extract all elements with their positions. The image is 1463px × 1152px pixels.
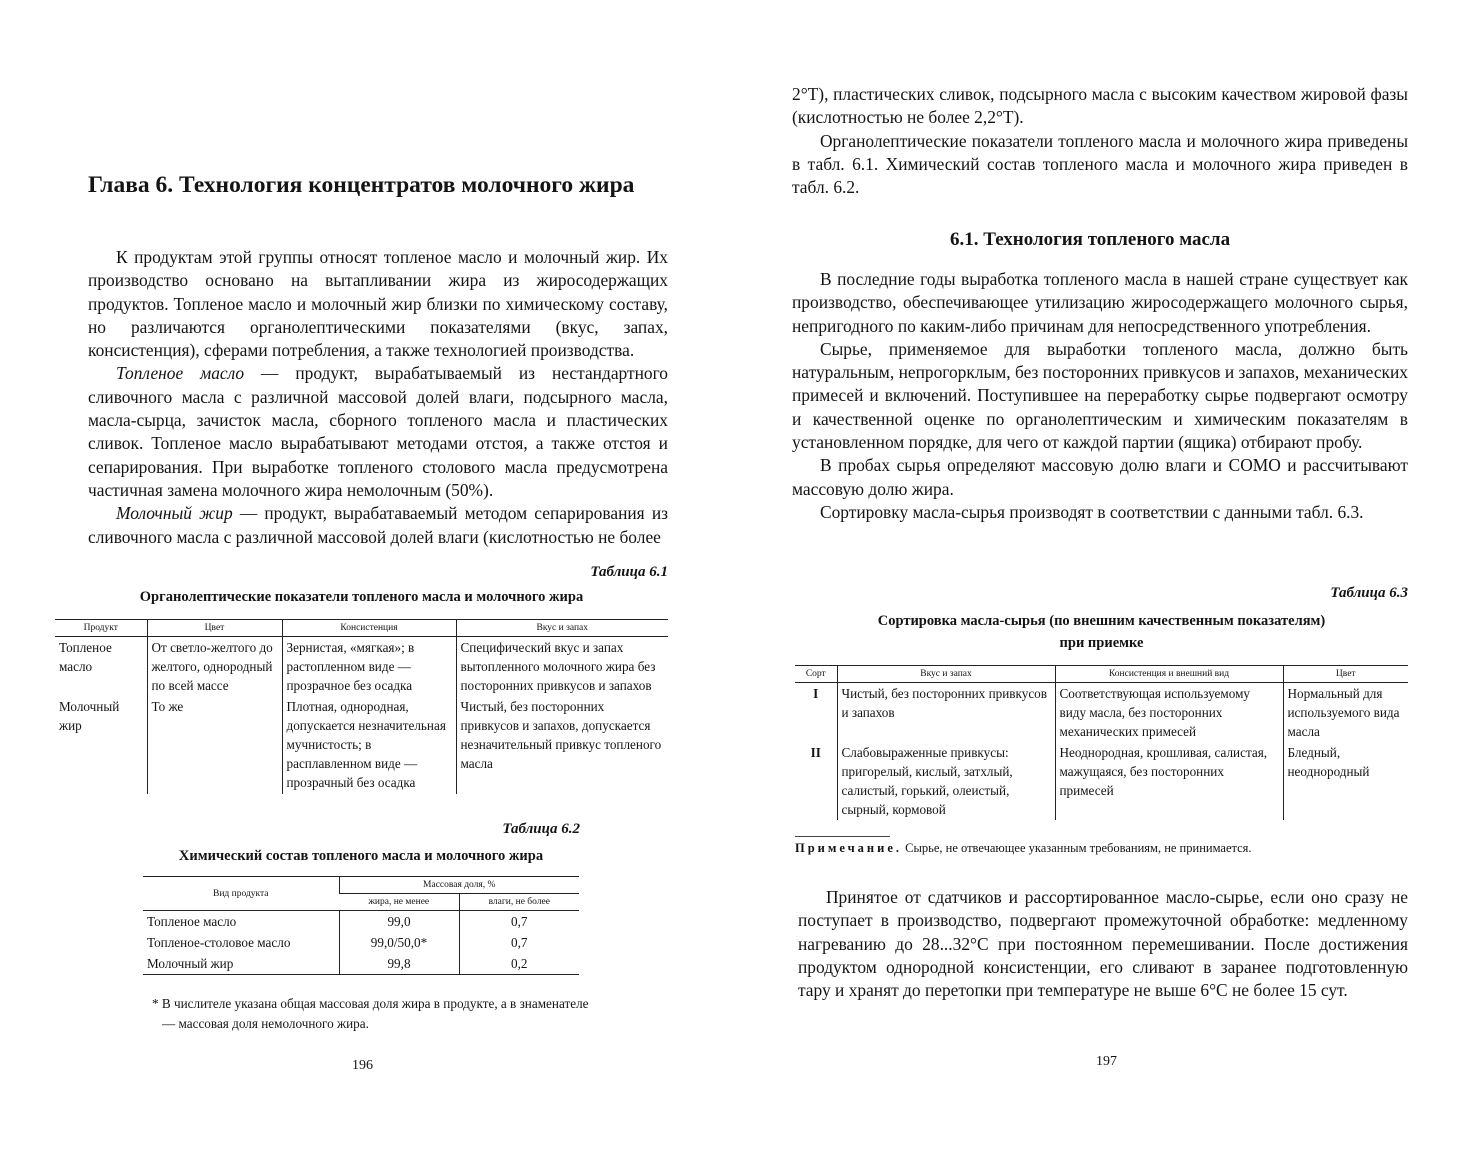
table-6-1: [55, 619, 668, 794]
definition-paragraph-1: [88, 362, 668, 502]
table-6-2: [143, 876, 579, 975]
table-cell: Топленое-столовое масло: [147, 935, 291, 950]
table-6-3-title-line-2: при приемке: [1059, 635, 1144, 651]
table-6-2-label: Таблица 6.2: [502, 821, 580, 837]
table-header-cell: влаги, не более: [459, 894, 579, 911]
table-cell: Соответствующая используемому виду масла, без посторонних механических примесей: [1055, 683, 1283, 743]
table-header-cell: Вид продукта: [213, 888, 269, 899]
left-body-text: [88, 246, 668, 549]
table-header-cell: Вкус и запах: [837, 666, 1055, 683]
table-cell: Нормальный для используемого вида масла: [1283, 683, 1408, 743]
organoleptic-paragraph: Органолептические показатели топленого масла и молочного жира приведены в табл. 6.1. Химический состав топленого масла и молочного жира приведен в табл. 6.2.: [792, 130, 1408, 198]
definition-paragraph-2: [88, 502, 668, 549]
table-cell: Бледный, неоднородный: [1283, 742, 1408, 820]
table-cell: 99,8: [339, 953, 459, 975]
table-cell: II: [810, 745, 821, 760]
table-cell: Чистый, без посторонних привкусов и запахов, допускается незначительный привкус топленого масла: [456, 696, 668, 794]
right-body-top: [792, 83, 1408, 199]
table-cell: Молочный жир: [59, 699, 120, 733]
table-6-3: [795, 665, 1408, 820]
table-cell: Специфический вкус и запах вытопленного молочного жира без посторонних привкусов и запахов: [456, 637, 668, 697]
paragraph-4: Сортировку масла-сырья производят в соответствии с данными табл. 6.3.: [820, 501, 1364, 522]
page-number-left: 196: [352, 1058, 373, 1073]
definition-text-1: — продукт, вырабатываемый из нестандартного сливочного масла с различной массовой долей влаги, подсырного масла, масла-сырца, зачисток масла, сборного топленого масла и пластических сливок. Топленое масло вырабатывают методами отстоя, а также отстоя и сепарирования. При выработке топленого столового масла предусмотрена частичная замена молочного жира немолочным (50%).: [88, 363, 668, 500]
right-page: [732, 0, 1463, 1152]
table-row: [143, 953, 579, 975]
table-cell: Неоднородная, крошливая, салистая, мажущаяся, без посторонних примесей: [1055, 742, 1283, 820]
table-row: [795, 683, 1408, 743]
paragraph-2: Сырье, применяемое для выработки топленого масла, должно быть натуральным, непрогорклым, без посторонних привкусов и запахов, механических примесей и включений. Поступившее на переработку сырье подвергают осмотру и качественной оценке по органолептическим и химическим показателям в установленном порядке, для чего от каждой партии (ящика) отбирают пробу.: [792, 338, 1408, 453]
continued-paragraph: 2°Т), пластических сливок, подсырного масла с высоким качеством жировой фазы (кислотностью не более 2,2°Т).: [792, 84, 1408, 128]
paragraph-1: В последние годы выработка топленого масла в нашей стране существует как производство, обеспечивающее утилизацию жиросодержащего молочного сырья, непригодного по каким-либо причинам для непосредственного употребления.: [792, 269, 1408, 336]
page-number-right: 197: [1096, 1054, 1117, 1069]
table-cell: Чистый, без посторонних привкусов и запахов: [837, 683, 1055, 743]
table-row: [143, 932, 579, 953]
table-header-cell: жира, не менее: [339, 894, 459, 911]
table-cell: 99,0: [339, 911, 459, 933]
table-6-3-note: [795, 841, 1252, 856]
definition-text-2: — продукт, вырабатаваемый методом сепарирования из сливочного масла с различной массовой долей влаги (кислотностью не более: [88, 503, 669, 547]
paragraph-5: Принятое от сдатчиков и рассортированное масло-сырье, если оно сразу не поступает в производство, подвергают промежуточной обработке: медленному нагреванию до 28...32°С при постоянном перемешивании. После достижения продуктом однородной консистенции, его сливают в заранее подготовленную тару и хранят до перетопки при температуре не выше 6°С не более 15 сут.: [798, 887, 1408, 1001]
table-6-2-title: Химический состав топленого масла и молочного жира: [178, 848, 544, 864]
chapter-title: Глава 6. Технология концентратов молочного жира: [88, 172, 635, 198]
table-cell: От светло-желтого до желтого, однородный по всей массе: [147, 637, 282, 697]
table-row: [795, 742, 1408, 820]
table-header-cell: Вкус и запах: [456, 620, 668, 637]
left-page: [0, 0, 731, 1152]
table-6-1-label: Таблица 6.1: [590, 564, 668, 580]
term-milk-fat: Молочный жир: [116, 503, 233, 524]
table-header-cell: Цвет: [1283, 666, 1408, 683]
table-6-3-header-row: [795, 666, 1408, 683]
table-cell: I: [813, 686, 819, 701]
table-cell: Слабовыраженные привкусы: пригорелый, кислый, затхлый, салистый, горький, олеистый, сырный, кормовой: [837, 742, 1055, 820]
table-header-cell: Сорт: [805, 669, 826, 679]
table-header-cell: Консистенция и внешний вид: [1055, 666, 1283, 683]
note-text: Сырье, не отвечающее указанным требованиям, не принимается.: [902, 841, 1252, 855]
table-cell: 0,7: [459, 911, 579, 933]
table-6-2-header-row: [143, 877, 579, 894]
table-cell: 0,2: [459, 953, 579, 975]
table-cell: Топленое масло: [143, 911, 339, 933]
table-row: [143, 911, 579, 933]
intro-paragraph: К продуктам этой группы относят топленое масло и молочный жир. Их производство основано на вытапливании жира из жиросодержащих продуктов. Топленое масло и молочный жир близки по химическому составу, но различаются органолептическими показателями (вкус, запах, консистенция), сферами потребления, а также технологией производства.: [88, 247, 668, 361]
paragraph-3: В пробах сырья определяют массовую долю влаги и СОМО и рассчитывают массовую долю жира.: [792, 455, 1408, 499]
table-6-3-label: Таблица 6.3: [1330, 585, 1408, 601]
table-row: [55, 637, 668, 697]
table-header-cell: Продукт: [83, 623, 118, 633]
table-cell: Плотная, однородная, допускается незначительная мучнистость; в расплавленном виде — прозрачный без осадка: [282, 696, 456, 794]
table-cell: 99,0/50,0*: [339, 932, 459, 953]
right-body-bottom: [798, 886, 1408, 1002]
table-6-3-title: [795, 610, 1408, 654]
table-cell: Топленое масло: [59, 640, 112, 674]
table-6-2-footnote: * В числителе указана общая массовая доля жира в продукте, а в знаменателе — массовая доля немолочного жира.: [152, 996, 589, 1031]
table-rule: [795, 836, 890, 837]
note-label: Примечание.: [795, 841, 903, 855]
table-cell: Молочный жир: [143, 953, 339, 975]
table-6-1-header-row: [55, 620, 668, 637]
table-row: [55, 696, 668, 794]
table-header-cell: Массовая доля, %: [339, 877, 579, 894]
table-cell: 0,7: [459, 932, 579, 953]
table-6-1-title: Органолептические показатели топленого масла и молочного жира: [139, 589, 584, 605]
section-title: 6.1. Технология топленого масла: [950, 229, 1231, 250]
table-cell: То же: [147, 696, 282, 794]
table-6-3-title-line-1: Сортировка масла-сырья (по внешним качественным показателям): [877, 613, 1326, 629]
term-melted-butter: Топленое масло: [116, 363, 245, 384]
right-body-middle: [792, 268, 1408, 524]
table-header-cell: Цвет: [147, 620, 282, 637]
table-cell: Зернистая, «мягкая»; в растопленном виде — прозрачное без осадка: [282, 637, 456, 697]
table-header-cell: Консистенция: [282, 620, 456, 637]
